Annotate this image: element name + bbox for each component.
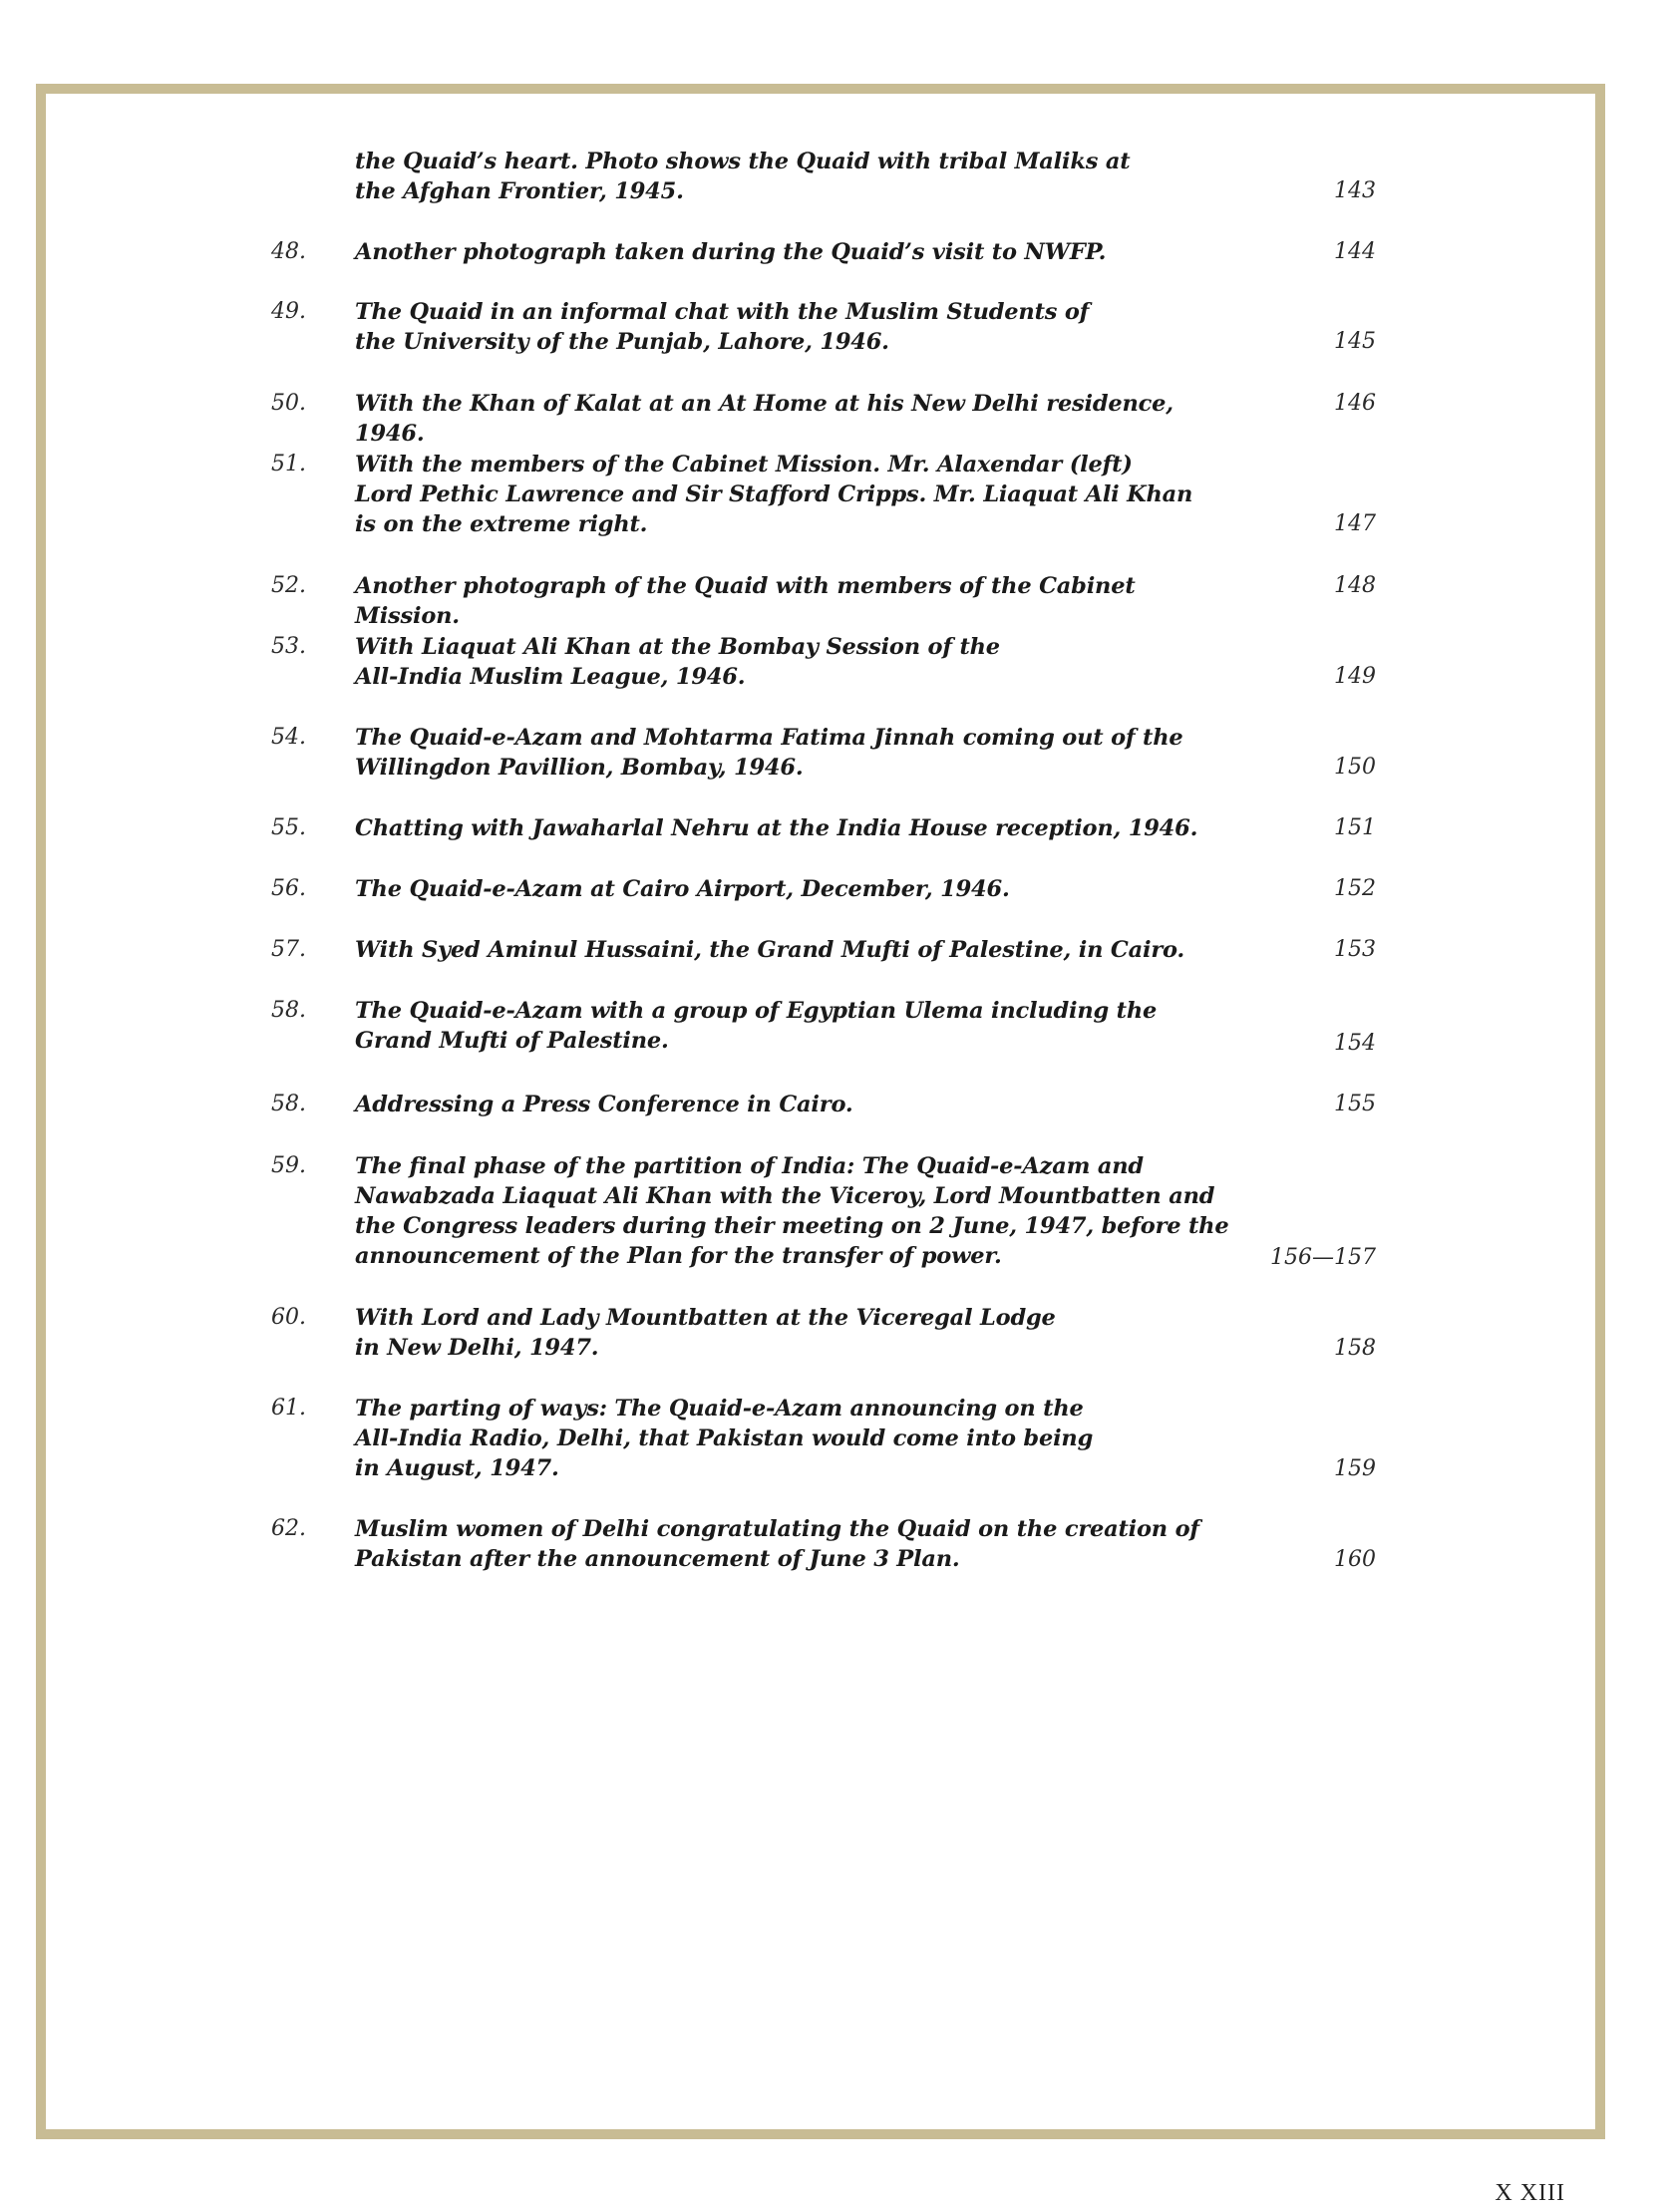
item-number: 49. — [271, 299, 306, 324]
item-page: 144 — [1334, 239, 1376, 264]
item-caption: The parting of ways: The Quaid-e-Azam announcing on the All-India Radio, Delhi, that Pakistan would come into being in August, 1947. — [355, 1396, 1094, 1481]
item-number: 48. — [271, 239, 306, 264]
item-page: 160 — [1334, 1547, 1376, 1572]
item-page: 155 — [1334, 1092, 1376, 1116]
item-caption: With the Khan of Kalat at an At Home at his New Delhi residence, 1946. — [355, 391, 1173, 447]
item-page: 153 — [1334, 937, 1376, 962]
item-caption: The final phase of the partition of India: The Quaid-e-Azam and Nawabzada Liaquat Ali Khan with the Viceroy, Lord Mountbatten and the Congress leaders during their meeting on 2 June, 1947, before the announcement of the Plan for the transfer of power. — [355, 1153, 1229, 1269]
item-number: 61. — [271, 1396, 306, 1421]
item-page: 149 — [1334, 664, 1376, 689]
item-number: 52. — [271, 573, 306, 598]
item-caption: With the members of the Cabinet Mission. Mr. Alaxendar (left) Lord Pethic Lawrence and Sir Stafford Cripps. Mr. Liaquat Ali Khan is on the extreme right. — [355, 452, 1193, 537]
item-caption: With Lord and Lady Mountbatten at the Viceregal Lodge in New Delhi, 1947. — [355, 1305, 1056, 1361]
item-page: 146 — [1334, 391, 1376, 416]
item-page: 156—157 — [1270, 1245, 1376, 1270]
item-page: 148 — [1334, 573, 1376, 598]
item-page: 154 — [1334, 1031, 1376, 1056]
item-caption: Another photograph taken during the Quaid’s visit to NWFP. — [355, 239, 1107, 265]
page-number: X XIII — [1495, 2180, 1565, 2206]
item-caption: The Quaid-e-Azam and Mohtarma Fatima Jinnah coming out of the Willingdon Pavillion, Bombay, 1946. — [355, 725, 1183, 781]
item-page: 151 — [1334, 815, 1376, 840]
item-number: 57. — [271, 937, 306, 962]
item-number: 59. — [271, 1153, 306, 1178]
item-number: 54. — [271, 725, 306, 750]
item-caption: The Quaid in an informal chat with the Muslim Students of the University of the Punjab, Lahore, 1946. — [355, 299, 1090, 355]
item-caption: Chatting with Jawaharlal Nehru at the India House reception, 1946. — [355, 815, 1198, 841]
item-number: 58. — [271, 1092, 306, 1116]
item-page: 159 — [1334, 1456, 1376, 1481]
item-number: 51. — [271, 452, 306, 476]
item-caption: The Quaid-e-Azam with a group of Egyptian Ulema including the Grand Mufti of Palestine. — [355, 998, 1158, 1054]
item-number: 62. — [271, 1516, 306, 1541]
item-page: 145 — [1334, 329, 1376, 354]
item-page: 143 — [1334, 178, 1376, 203]
item-caption: Muslim women of Delhi congratulating the Quaid on the creation of Pakistan after the announcement of June 3 Plan. — [355, 1516, 1199, 1572]
item-number: 53. — [271, 634, 306, 659]
item-number: 56. — [271, 876, 306, 901]
item-caption: Addressing a Press Conference in Cairo. — [355, 1092, 853, 1117]
item-number: 55. — [271, 815, 306, 840]
item-number: 58. — [271, 998, 306, 1023]
item-caption: the Quaid’s heart. Photo shows the Quaid with tribal Maliks at the Afghan Frontier, 1945. — [355, 149, 1131, 204]
item-caption: The Quaid-e-Azam at Cairo Airport, December, 1946. — [355, 876, 1010, 902]
item-number: 50. — [271, 391, 306, 416]
item-page: 147 — [1334, 511, 1376, 536]
item-page: 150 — [1334, 755, 1376, 780]
item-page: 158 — [1334, 1336, 1376, 1361]
item-page: 152 — [1334, 876, 1376, 901]
item-caption: Another photograph of the Quaid with members of the Cabinet Mission. — [355, 573, 1136, 629]
item-caption: With Syed Aminul Hussaini, the Grand Mufti of Palestine, in Cairo. — [355, 937, 1185, 963]
item-number: 60. — [271, 1305, 306, 1330]
item-caption: With Liaquat Ali Khan at the Bombay Session of the All-India Muslim League, 1946. — [355, 634, 1000, 690]
